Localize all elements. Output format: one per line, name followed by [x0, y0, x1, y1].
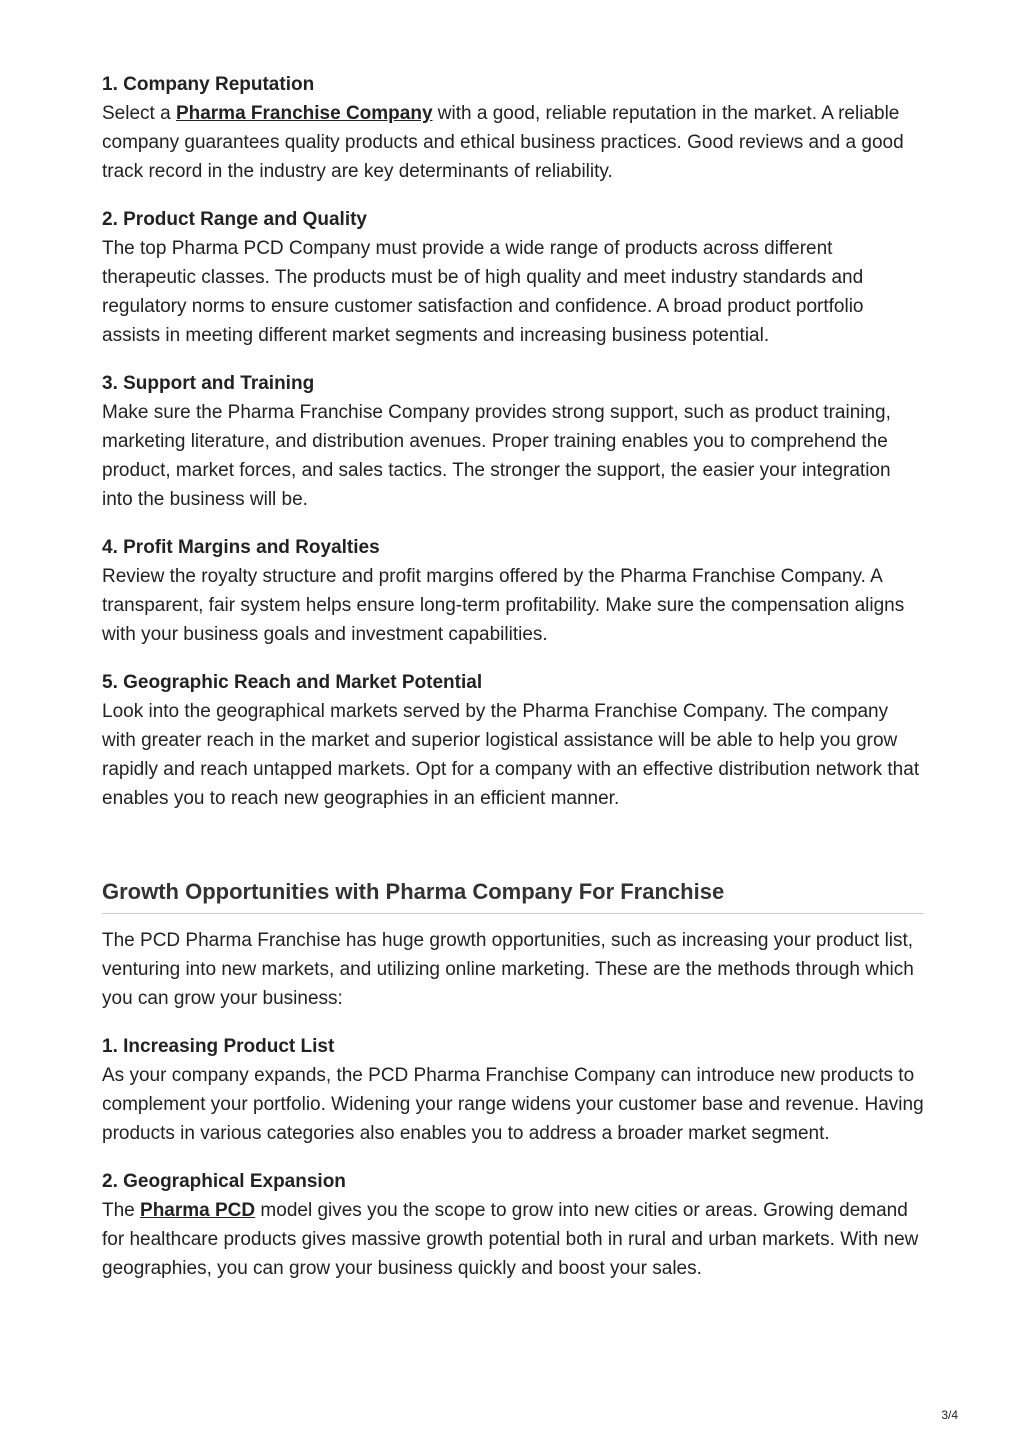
growth-item-title: 2. Geographical Expansion — [102, 1171, 346, 1192]
factor-company-reputation — [102, 70, 924, 186]
growth-item-geographical-expansion — [102, 1167, 924, 1283]
growth-item-product-list — [102, 1032, 924, 1148]
growth-item-body-pre: The — [102, 1200, 141, 1221]
factor-support-training — [102, 369, 924, 514]
factor-body: Look into the geographical markets served by the Pharma Franchise Company. The company with greater reach in the market and superior logistical assistance will be able to help you grow rapidly and reach untapped markets. Opt for a company with an effective distribution network that enables you to reach new geographies in an efficient manner. — [102, 701, 920, 809]
growth-intro: The PCD Pharma Franchise has huge growth opportunities, such as increasing your product list, venturing into new markets, and utilizing online marketing. These are the methods through which you can grow your business: — [102, 930, 914, 1009]
factor-body: Review the royalty structure and profit margins offered by the Pharma Franchise Company. A transparent, fair system helps ensure long-term profitability. Make sure the compensation aligns with your business goals and investment capabilities. — [102, 566, 905, 645]
page-number: 3/4 — [941, 1408, 958, 1422]
factor-title: 2. Product Range and Quality — [102, 209, 367, 230]
factor-profit-margins — [102, 533, 924, 649]
growth-item-body — [102, 1196, 924, 1283]
factor-body: The top Pharma PCD Company must provide a wide range of products across different therapeutic classes. The products must be of high quality and meet industry standards and regulatory norms to ensure customer satisfaction and confidence. A broad product portfolio assists in meeting different market segments and increasing business potential. — [102, 238, 864, 346]
document-content — [102, 70, 924, 1302]
growth-item-body: As your company expands, the PCD Pharma Franchise Company can introduce new products to complement your portfolio. Widening your range widens your customer base and revenue. Having products in various categories also enables you to address a broader market segment. — [102, 1065, 924, 1144]
growth-intro-section — [102, 926, 924, 1013]
factor-title: 3. Support and Training — [102, 373, 315, 394]
factor-title: 5. Geographic Reach and Market Potential — [102, 672, 483, 693]
factor-title: 4. Profit Margins and Royalties — [102, 537, 380, 558]
growth-item-title: 1. Increasing Product List — [102, 1036, 335, 1057]
factor-geographic-reach — [102, 668, 924, 813]
pharma-pcd-link[interactable]: Pharma PCD — [140, 1200, 256, 1221]
pharma-franchise-company-link[interactable]: Pharma Franchise Company — [175, 103, 433, 124]
growth-item-body-post: model gives you the scope to grow into new cities or areas. Growing demand for healthcare products gives massive growth potential both in rural and urban markets. With new geographies, you can grow your business quickly and boost your sales. — [102, 1200, 919, 1279]
factor-body: Make sure the Pharma Franchise Company provides strong support, such as product training, marketing literature, and distribution avenues. Proper training enables you to comprehend the product, market forces, and sales tactics. The stronger the support, the easier your integration into the business will be. — [102, 402, 891, 510]
factor-body-pre: Select a — [102, 103, 176, 124]
growth-heading-wrap — [102, 879, 924, 914]
growth-heading: Growth Opportunities with Pharma Company For Franchise — [102, 879, 924, 914]
factor-body-post: with a good, reliable reputation in the market. A reliable company guarantees quality products and ethical business practices. Good reviews and a good track record in the industry are key determinants of reliability. — [102, 103, 904, 182]
factor-title: 1. Company Reputation — [102, 74, 315, 95]
factor-product-range — [102, 205, 924, 350]
factor-body — [102, 99, 924, 186]
